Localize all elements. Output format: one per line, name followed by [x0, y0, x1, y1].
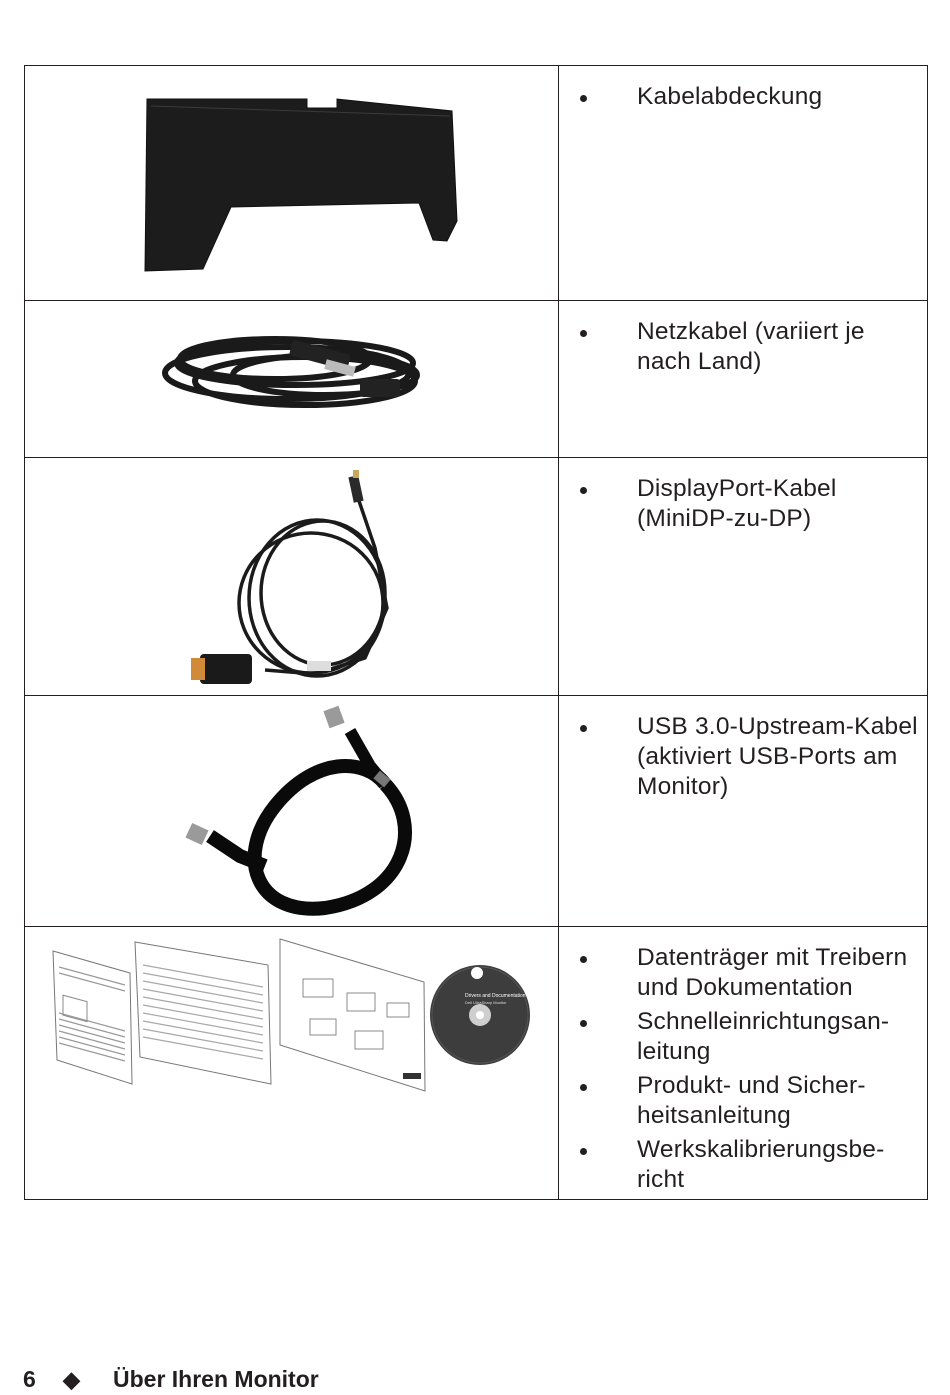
list-item [559, 943, 919, 1003]
quick-setup-guide-illustration [280, 939, 425, 1091]
table-row [25, 696, 928, 927]
list-item [559, 712, 919, 802]
list-item [559, 1071, 919, 1131]
item-label: Produkt- und Sicher-heitsanleitung [637, 1072, 866, 1129]
list-item [559, 1135, 919, 1195]
bullet-icon [580, 725, 587, 732]
table-row [25, 927, 928, 1200]
cable-cover-image-cell [25, 66, 559, 301]
table-row [25, 66, 928, 301]
item-label: USB 3.0-Upstream-Kabel (aktiviert USB-Ports am Monitor) [637, 713, 918, 800]
usb-cable-text-cell [559, 696, 928, 927]
documents-and-disc-illustration [25, 927, 558, 1181]
cable-cover-text-cell [559, 66, 928, 301]
table-row [25, 301, 928, 458]
documents-image-cell [25, 927, 559, 1200]
displayport-cable-image-cell [25, 458, 559, 696]
usb-cable-illustration [25, 696, 558, 927]
page-number: 6 [23, 1366, 36, 1392]
power-cable-image-cell [25, 301, 559, 458]
usb-cable-image-cell [25, 696, 559, 927]
bullet-icon [580, 1020, 587, 1027]
displayport-cable-illustration [25, 458, 558, 696]
item-label: Netzkabel (variiert je nach Land) [637, 318, 865, 375]
documents-text-cell [559, 927, 928, 1200]
driver-disc-illustration [430, 965, 530, 1065]
cable-cover-illustration [25, 66, 558, 301]
list-item [559, 1007, 919, 1067]
safety-guide-illustration [135, 942, 271, 1084]
power-cable-illustration [25, 301, 558, 458]
bullet-icon [580, 956, 587, 963]
section-title: Über Ihren Monitor [113, 1366, 319, 1392]
bullet-icon [580, 1084, 587, 1091]
power-cable-text-cell [559, 301, 928, 458]
item-label: Datenträger mit Treibern und Dokumentation [637, 944, 908, 1001]
item-label: Kabelabdeckung [637, 83, 823, 110]
disc-label-title: Drivers and Documentation [465, 993, 526, 999]
bullet-icon [580, 330, 587, 337]
item-label: DisplayPort-Kabel (MiniDP-zu-DP) [637, 475, 837, 532]
bullet-icon [580, 1148, 587, 1155]
list-item [559, 474, 919, 534]
contents-table [24, 65, 928, 1200]
bullet-icon [580, 95, 587, 102]
calibration-report-illustration [53, 951, 132, 1084]
displayport-cable-text-cell [559, 458, 928, 696]
table-row [25, 458, 928, 696]
item-label: Werkskalibrierungsbe-richt [637, 1136, 885, 1193]
list-item [559, 82, 919, 112]
item-label: Schnelleinrichtungsan-leitung [637, 1008, 890, 1065]
list-item [559, 317, 919, 377]
diamond-icon: ◆ [63, 1366, 80, 1392]
disc-label-subtitle: Dell UltraSharp Monitor [465, 1000, 507, 1005]
bullet-icon [580, 487, 587, 494]
page-footer [23, 1366, 319, 1393]
